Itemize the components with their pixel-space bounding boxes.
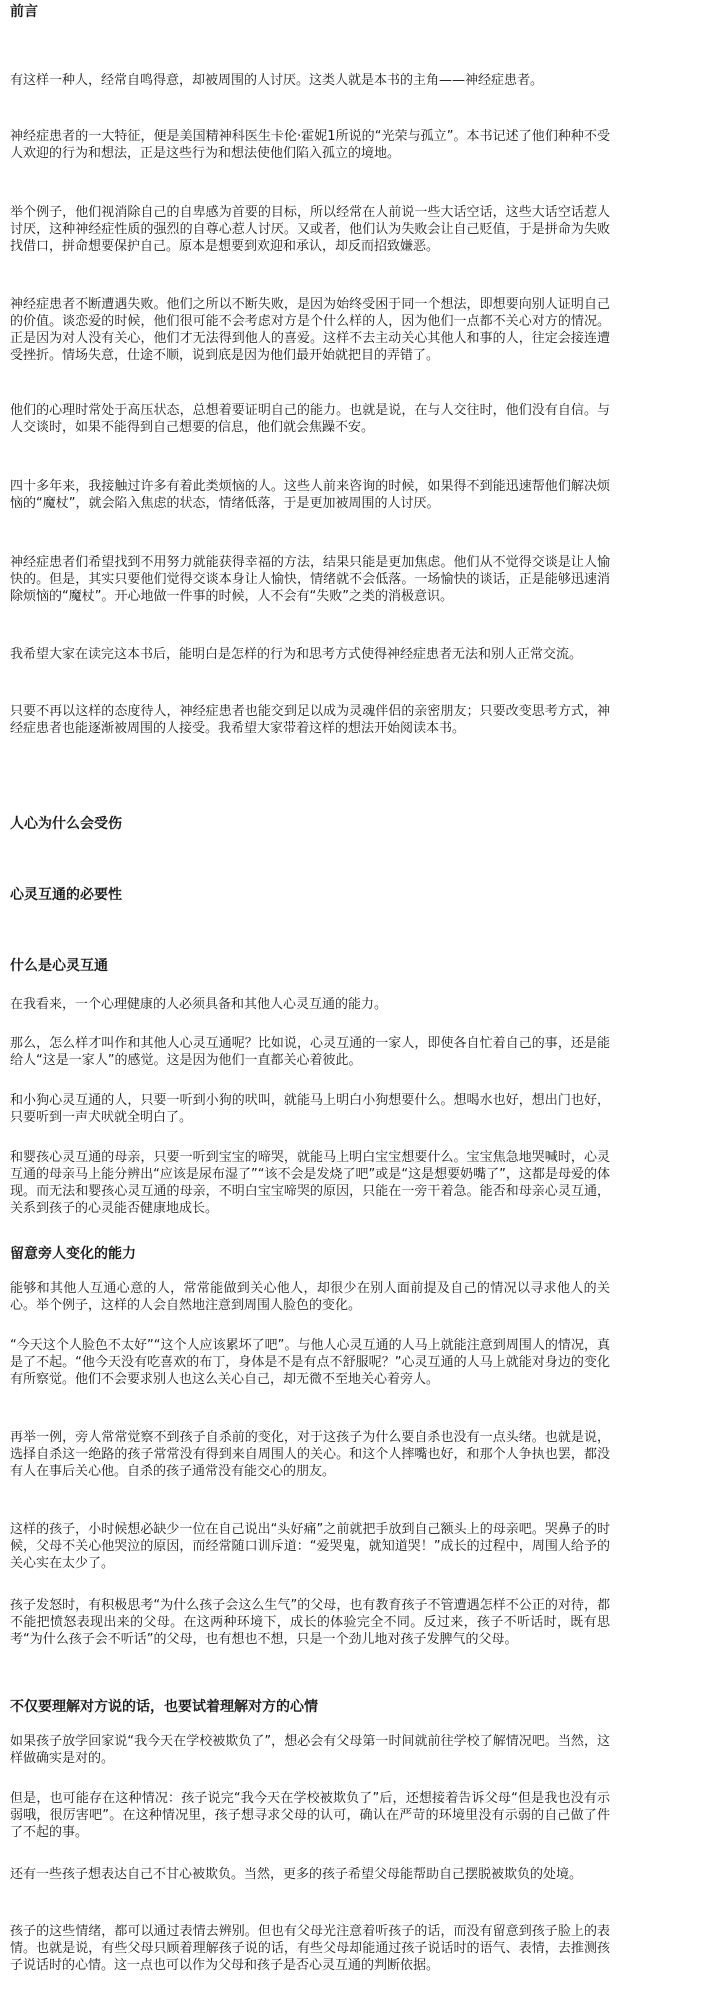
paragraph: “今天这个人脸色不太好”“这个人应该累坏了吧”。与他人心灵互通的人马上就能注意到周围人的情况，真是了不起。“他今天没有吃喜欢的布丁，身体是不是有点不舒服呢？”心灵互通的人马上就能对身边的变化有所察觉。他们不会要求别人也这么关心自己，却无微不至地关心着旁人。	[10, 1338, 610, 1387]
paragraph: 他们的心理时常处于高压状态，总想着要证明自己的能力。也就是说，在与人交往时，他们没有自信。与人交谈时，如果不能得到自己想要的信息，他们就会焦躁不安。	[10, 403, 610, 435]
paragraph: 四十多年来，我接触过许多有着此类烦恼的人。这些人前来咨询的时候，如果得不到能迅速帮他们解决烦恼的“魔杖”，就会陷入焦虑的状态，情绪低落，于是更加被周围的人讨厌。	[10, 479, 610, 511]
paragraph: 有这样一种人，经常自鸣得意，却被周围的人讨厌。这类人就是本书的主角——神经症患者。	[10, 73, 544, 88]
paragraph: 神经症患者们希望找到不用努力就能获得幸福的方法，结果只能是更加焦虑。他们从不觉得交谈是让人愉快的。但是，其实只要他们觉得交谈本身让人愉快，情绪就不会低落。一场愉快的谈话，正是能够迅速消除烦恼的“魔杖”。开心地做一件事的时候，人不会有“失败”之类的消极意识。	[10, 555, 610, 604]
paragraph: 还有一些孩子想表达自己不甘心被欺负。当然，更多的孩子希望父母能帮助自己摆脱被欺负的处境。	[10, 1867, 583, 1882]
subsection-heading: 什么是心灵互通	[10, 958, 108, 974]
section-heading-preface: 前言	[10, 4, 38, 20]
paragraph: 神经症患者的一大特征，便是美国精神科医生卡伦·霍妮1所说的“光荣与孤立”。本书记述了他们种种不受人欢迎的行为和想法，正是这些行为和想法使他们陷入孤立的境地。	[10, 129, 610, 161]
paragraph: 孩子的这些情绪，都可以通过表情去辨别。但也有父母光注意着听孩子的话，而没有留意到孩子脸上的表情。也就是说，有些父母只顾着理解孩子说的话，有些父母却能通过孩子说话时的语气、表情，去推测孩子说话时的心情。这一点也可以作为父母和孩子是否心灵互通的判断依据。	[10, 1924, 610, 1973]
chapter-heading: 人心为什么会受伤	[10, 816, 122, 832]
paragraph: 我希望大家在读完这本书后，能明白是怎样的行为和思考方式使得神经症患者无法和别人正常交流。	[10, 647, 583, 662]
paragraph: 在我看来，一个心理健康的人必须具备和其他人心灵互通的能力。	[10, 997, 388, 1012]
paragraph: 这样的孩子，小时候想必缺少一位在自己说出“头好痛”之前就把手放到自己额头上的母亲吧。哭鼻子的时候，父母不关心他哭泣的原因，而经常随口训斥道：“爱哭鬼，就知道哭！”成长的过程中，周围人给予的关心实在太少了。	[10, 1522, 610, 1571]
subsection-heading: 留意旁人变化的能力	[10, 1246, 136, 1262]
section-heading: 心灵互通的必要性	[10, 887, 122, 903]
paragraph: 如果孩子放学回家说“我今天在学校被欺负了”，想必会有父母第一时间就前往学校了解情况吧。当然，这样做确实是对的。	[10, 1734, 610, 1766]
paragraph: 再举一例，旁人常常觉察不到孩子自杀前的变化，对于这孩子为什么要自杀也没有一点头绪。也就是说，选择自杀这一绝路的孩子常常没有得到来自周围人的关心。和这个人摔嘴也好，和那个人争执也罢，都没有人在事后关心他。自杀的孩子通常没有能交心的朋友。	[10, 1430, 610, 1479]
paragraph: 孩子发怒时，有积极思考“为什么孩子会这么生气”的父母，也有教育孩子不管遭遇怎样不公正的对待，都不能把愤怒表现出来的父母。在这两种环境下，成长的体验完全不同。反过来，孩子不听话时，既有思考“为什么孩子会不听话”的父母，也有想也不想，只是一个劲儿地对孩子发脾气的父母。	[10, 1598, 610, 1647]
paragraph: 但是，也可能存在这种情况：孩子说完“我今天在学校被欺负了”后，还想接着告诉父母“但是我也没有示弱哦，很厉害吧”。在这种情况里，孩子想寻求父母的认可，确认在严苛的环境里没有示弱的自己做了件了不起的事。	[10, 1791, 610, 1840]
paragraph: 和婴孩心灵互通的母亲，只要一听到宝宝的啼哭，就能马上明白宝宝想要什么。宝宝焦急地哭喊时，心灵互通的母亲马上能分辨出“应该是尿布湿了”“该不会是发烧了吧”或是“这是想要奶嘴了”，这都是母爱的体现。而无法和婴孩心灵互通的母亲，不明白宝宝啼哭的原因，只能在一旁干着急。能否和母亲心灵互通，关系到孩子的心灵能否健康地成长。	[10, 1150, 610, 1216]
paragraph: 那么，怎么样才叫作和其他人心灵互通呢？比如说，心灵互通的一家人，即使各自忙着自己的事，还是能给人“这是一家人”的感觉。这是因为他们一直都关心着彼此。	[10, 1036, 610, 1068]
subsection-heading: 不仅要理解对方说的话，也要试着理解对方的心情	[10, 1699, 318, 1715]
paragraph: 举个例子，他们视消除自己的自卑感为首要的目标，所以经常在人前说一些大话空话，这些大话空话惹人讨厌，这种神经症性质的强烈的自尊心惹人讨厌。又或者，他们认为失败会让自己贬值，于是拼命为失败找借口，拼命想要保护自己。原本是想要到欢迎和承认，却反而招致嫌恶。	[10, 205, 610, 254]
paragraph: 和小狗心灵互通的人，只要一听到小狗的吠叫，就能马上明白小狗想要什么。想喝水也好，想出门也好，只要听到一声犬吠就全明白了。	[10, 1093, 610, 1125]
paragraph: 能够和其他人互通心意的人，常常能做到关心他人，却很少在别人面前提及自己的情况以寻求他人的关心。举个例子，这样的人会自然地注意到周围人脸色的变化。	[10, 1281, 610, 1313]
paragraph: 神经症患者不断遭遇失败。他们之所以不断失败，是因为始终受困于同一个想法，即想要向别人证明自己的价值。谈恋爱的时候，他们很可能不会考虑对方是个什么样的人，因为他们一点都不关心对方的情况。正是因为对人没有关心，他们才无法得到他人的喜爱。这样不去主动关心其他人和事的人，往定会接连遭受挫折。情场失意，仕途不顺，说到底是因为他们最开始就把目的弄错了。	[10, 297, 610, 363]
paragraph: 只要不再以这样的态度待人，神经症患者也能交到足以成为灵魂伴侣的亲密朋友；只要改变思考方式，神经症患者也能逐渐被周围的人接受。我希望大家带着这样的想法开始阅读本书。	[10, 704, 610, 736]
